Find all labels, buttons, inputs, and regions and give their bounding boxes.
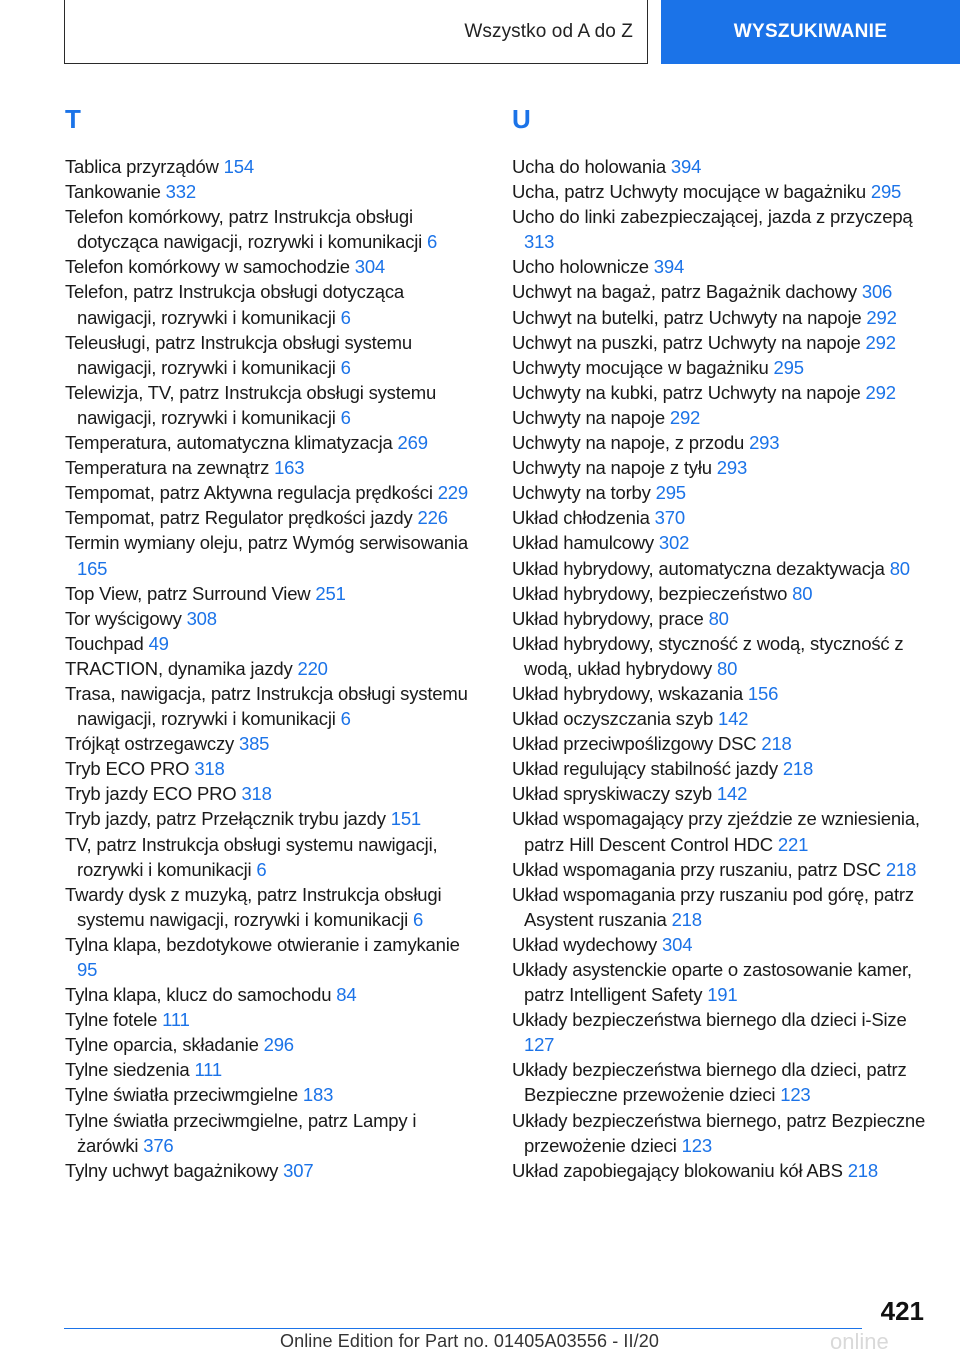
index-entry-term: Uchwyty na torby xyxy=(512,482,656,504)
index-list-t xyxy=(65,154,477,1183)
index-entry-term: Tylne siedzenia xyxy=(65,1059,195,1081)
index-entry-term: Telewizja, TV, patrz Instrukcja obsługi systemu nawigacji, rozrywki i komunikacji xyxy=(65,381,437,428)
index-entry-term: Układ wspomagania przy ruszaniu, patrz DSC xyxy=(512,858,886,880)
page-reference-link[interactable]: 318 xyxy=(194,758,225,780)
index-entry xyxy=(65,430,477,455)
index-entry-term: Uchwyt na butelki, patrz Uchwyty na napoje xyxy=(512,306,867,328)
index-entry xyxy=(512,204,930,254)
page-reference-link[interactable]: 218 xyxy=(782,758,814,780)
index-entry xyxy=(65,530,477,580)
page-reference-link[interactable]: 123 xyxy=(681,1134,712,1156)
index-entry xyxy=(512,1057,930,1107)
index-entry xyxy=(65,631,477,656)
index-entry-term: Układy bezpieczeństwa biernego dla dzieci, patrz Bezpieczne przewożenie dzieci xyxy=(512,1059,907,1106)
index-entry-term: Telefon, patrz Instrukcja obsługi dotycząca nawigacji, rozrywki i komunikacji xyxy=(65,281,404,328)
page-reference-link[interactable]: 307 xyxy=(283,1159,314,1181)
index-entry-term: Układ hybrydowy, bezpieczeństwo xyxy=(512,582,793,604)
page-reference-link[interactable]: 154 xyxy=(223,156,254,177)
page-reference-link[interactable]: 308 xyxy=(186,607,217,629)
index-entry xyxy=(512,430,930,455)
page-reference-link[interactable]: 251 xyxy=(315,582,346,604)
page-reference-link[interactable]: 229 xyxy=(437,482,468,504)
index-entry-term: Telefon komórkowy w samochodzie xyxy=(65,256,355,278)
page-reference-link[interactable]: 80 xyxy=(792,582,813,604)
page-reference-link[interactable]: 191 xyxy=(707,984,738,1006)
index-entry-term: Top View, patrz Surround View xyxy=(65,582,316,604)
index-entry-term: Układ spryskiwaczy szyb xyxy=(512,783,717,805)
index-entry xyxy=(65,832,477,882)
index-entry xyxy=(512,581,930,606)
page-reference-link[interactable]: 332 xyxy=(165,181,196,203)
page-reference-link[interactable]: 295 xyxy=(773,356,804,378)
page-reference-link[interactable]: 394 xyxy=(670,156,702,177)
index-entry-term: Uchwyty na napoje, z przodu xyxy=(512,432,750,454)
index-entry-term: Układ chłodzenia xyxy=(512,507,655,529)
index-entry-term: Ucho do linki zabezpieczającej, jazda z przyczepą xyxy=(512,206,913,228)
index-entry xyxy=(512,1158,930,1183)
index-entry-term: Touchpad xyxy=(65,632,149,654)
index-entry xyxy=(512,556,930,581)
index-entry xyxy=(65,932,477,982)
index-entry xyxy=(512,932,930,957)
index-entry-term: Trasa, nawigacja, patrz Instrukcja obsługi systemu nawigacji, rozrywki i komunikacji xyxy=(65,682,468,730)
index-entry-term: Tryb jazdy ECO PRO xyxy=(65,783,242,805)
index-entry xyxy=(65,380,477,430)
index-column-t xyxy=(65,100,477,1183)
index-entry xyxy=(65,204,477,254)
index-entry-term: Układy bezpieczeństwa biernego dla dzieci i-Size xyxy=(512,1009,907,1031)
page-reference-link[interactable]: 394 xyxy=(653,256,685,278)
section-tab-label: Wszystko od A do Z xyxy=(464,20,633,42)
index-entry-term: Układ hybrydowy, styczność z wodą, styczność z wodą, układ hybrydowy xyxy=(512,632,904,679)
index-entry-term: Telefon komórkowy, patrz Instrukcja obsługi dotycząca nawigacji, rozrywki i komunikacji xyxy=(65,206,428,253)
index-entry xyxy=(65,581,477,606)
index-entry-term: Tylne fotele xyxy=(65,1009,163,1031)
page-reference-link[interactable]: 111 xyxy=(194,1059,222,1081)
index-entry-term: Układy bezpieczeństwa biernego, patrz Bezpieczne przewożenie dzieci xyxy=(512,1109,926,1156)
section-letter-t: T xyxy=(65,104,81,134)
page-reference-link[interactable]: 376 xyxy=(143,1134,174,1156)
index-entry xyxy=(65,1108,477,1158)
page-reference-link[interactable]: 313 xyxy=(524,231,555,253)
index-entry-term: Trójkąt ostrzegawczy xyxy=(65,733,239,755)
index-entry-term: Układ przeciwpoślizgowy DSC xyxy=(512,733,762,755)
index-entry xyxy=(512,882,930,932)
index-entry-term: TRACTION, dynamika jazdy xyxy=(65,657,298,679)
index-entry-term: Tylna klapa, bezdotykowe otwieranie i zamykanie xyxy=(65,933,460,955)
index-entry xyxy=(512,530,930,555)
index-entry-term: Układ wspomagania przy ruszaniu pod górę, patrz Asystent ruszania xyxy=(512,883,914,930)
page-reference-link[interactable]: 292 xyxy=(865,331,896,353)
index-entry-term: Tylna klapa, klucz do samochodu xyxy=(65,984,337,1006)
section-letter-u: U xyxy=(512,104,531,134)
page-reference-link[interactable]: 304 xyxy=(354,256,386,278)
index-entry xyxy=(512,756,930,781)
index-entry xyxy=(512,254,930,279)
page-reference-link[interactable]: 6 xyxy=(340,356,351,378)
page-reference-link[interactable]: 165 xyxy=(77,557,108,579)
page-reference-link[interactable]: 292 xyxy=(865,381,896,403)
index-entry xyxy=(65,330,477,380)
index-entry xyxy=(512,731,930,756)
search-tab-label: WYSZUKIWANIE xyxy=(733,21,888,42)
page-reference-link[interactable]: 218 xyxy=(847,1159,878,1181)
index-entry xyxy=(65,154,477,179)
index-entry xyxy=(65,1007,477,1032)
page-reference-link[interactable]: 218 xyxy=(761,733,792,755)
page-reference-link[interactable]: 6 xyxy=(427,231,438,253)
index-entry xyxy=(512,330,930,355)
page-reference-link[interactable]: 6 xyxy=(340,306,351,328)
index-entry-term: Układ hybrydowy, wskazania xyxy=(512,682,748,704)
index-entry xyxy=(512,957,930,1007)
page-reference-link[interactable]: 292 xyxy=(866,306,897,328)
index-entry xyxy=(65,1057,477,1082)
index-entry-term: Układ hybrydowy, prace xyxy=(512,607,709,629)
page-reference-link[interactable]: 304 xyxy=(662,933,693,955)
page-reference-link[interactable]: 370 xyxy=(654,507,685,529)
index-entry xyxy=(512,505,930,530)
page-reference-link[interactable]: 183 xyxy=(302,1084,334,1106)
index-entry xyxy=(512,305,930,330)
index-entry-term: Ucho holownicze xyxy=(512,256,654,278)
index-entry-term: Tryb ECO PRO xyxy=(65,758,195,780)
index-entry xyxy=(65,656,477,681)
watermark-logo: online xyxy=(830,1329,889,1354)
index-entry-term: Ucha do holowania xyxy=(512,156,671,177)
index-entry xyxy=(65,455,477,480)
index-entry-term: Tylne światła przeciwmgielne xyxy=(65,1084,303,1106)
index-entry xyxy=(512,857,930,882)
index-entry xyxy=(512,1007,930,1057)
page-reference-link[interactable]: 95 xyxy=(77,959,98,980)
index-entry xyxy=(512,405,930,430)
index-entry-term: Uchwyt na puszki, patrz Uchwyty na napoje xyxy=(512,331,866,353)
footer-divider xyxy=(64,1328,862,1329)
page-reference-link[interactable]: 6 xyxy=(340,708,351,730)
index-entry xyxy=(512,380,930,405)
page-reference-link[interactable]: 111 xyxy=(162,1009,190,1031)
index-entry xyxy=(65,505,477,530)
page-reference-link[interactable]: 123 xyxy=(780,1084,811,1106)
index-entry xyxy=(512,480,930,505)
index-entry xyxy=(512,355,930,380)
page-reference-link[interactable]: 293 xyxy=(749,432,780,454)
index-entry-term: Tempomat, patrz Regulator prędkości jazdy xyxy=(65,507,418,529)
page-reference-link[interactable]: 80 xyxy=(708,607,729,629)
search-tab[interactable] xyxy=(661,0,960,64)
page-reference-link[interactable]: 295 xyxy=(655,482,686,504)
index-entry xyxy=(65,806,477,831)
index-entry-term: Tor wyścigowy xyxy=(65,607,187,629)
index-entry-term: Tylne oparcia, składanie xyxy=(65,1034,264,1056)
index-entry xyxy=(65,882,477,932)
index-entry-term: Tablica przyrządów xyxy=(65,156,224,177)
index-entry xyxy=(65,279,477,329)
index-entry-term: Układ wspomagający przy zjeździe ze wzniesienia, patrz Hill Descent Control HDC xyxy=(512,808,920,855)
page-reference-link[interactable]: 318 xyxy=(241,783,272,805)
page-reference-link[interactable]: 302 xyxy=(658,532,690,554)
index-entry-term: Układ regulujący stabilność jazdy xyxy=(512,758,783,780)
index-entry-term: Układ hybrydowy, automatyczna dezaktywacja xyxy=(512,557,890,579)
page-reference-link[interactable]: 156 xyxy=(747,682,779,704)
index-entry xyxy=(65,1032,477,1057)
index-entry-term: Układ wydechowy xyxy=(512,933,663,955)
index-entry-term: Uchwyt na bagaż, patrz Bagażnik dachowy xyxy=(512,281,862,303)
page-reference-link[interactable]: 80 xyxy=(717,657,738,679)
page-reference-link[interactable]: 385 xyxy=(239,733,270,755)
index-entry-term: Układy asystenckie oparte o zastosowanie kamer, patrz Intelligent Safety xyxy=(512,959,912,1006)
page-reference-link[interactable]: 6 xyxy=(340,406,351,428)
page-reference-link[interactable]: 221 xyxy=(777,833,809,855)
index-entry xyxy=(65,1158,477,1183)
index-column-u xyxy=(512,100,930,1183)
page-reference-link[interactable]: 84 xyxy=(336,984,357,1006)
index-entry-term: Układ oczyszczania szyb xyxy=(512,708,718,730)
index-entry-term: Twardy dysk z muzyką, patrz Instrukcja obsługi systemu nawigacji, rozrywki i komunikacji xyxy=(65,883,442,930)
index-entry xyxy=(512,455,930,480)
index-entry-term: Termin wymiany oleju, patrz Wymóg serwisowania xyxy=(65,532,468,554)
page-reference-link[interactable]: 163 xyxy=(274,457,305,479)
page-reference-link[interactable]: 80 xyxy=(889,557,910,579)
index-entry-term: Tylne światła przeciwmgielne, patrz Lampy i żarówki xyxy=(65,1109,417,1156)
page-reference-link[interactable]: 296 xyxy=(263,1034,294,1056)
page-reference-link[interactable]: 142 xyxy=(717,708,749,730)
index-entry xyxy=(512,279,930,304)
index-entry-term: Układ hamulcowy xyxy=(512,532,659,554)
index-entry xyxy=(65,731,477,756)
index-entry-term: Układ zapobiegający blokowaniu kół ABS xyxy=(512,1159,848,1181)
index-entry-term: Uchwyty na napoje z tyłu xyxy=(512,457,717,479)
index-entry xyxy=(65,480,477,505)
page-reference-link[interactable]: 151 xyxy=(390,808,422,830)
index-entry xyxy=(65,606,477,631)
index-entry-term: Uchwyty na kubki, patrz Uchwyty na napoje xyxy=(512,381,866,403)
page-reference-link[interactable]: 293 xyxy=(716,457,748,479)
index-entry-term: Teleusługi, patrz Instrukcja obsługi systemu nawigacji, rozrywki i komunikacji xyxy=(65,331,412,378)
index-entry-term: Uchwyty mocujące w bagażniku xyxy=(512,356,774,378)
page-reference-link[interactable]: 220 xyxy=(297,657,328,679)
page-reference-link[interactable]: 226 xyxy=(417,507,448,529)
index-entry-term: TV, patrz Instrukcja obsługi systemu nawigacji, rozrywki i komunikacji xyxy=(65,833,438,880)
index-entry xyxy=(65,179,477,204)
index-list-u xyxy=(512,154,930,1183)
index-entry xyxy=(65,254,477,279)
index-entry xyxy=(65,781,477,806)
page-reference-link[interactable]: 127 xyxy=(524,1034,555,1056)
index-entry-term: Uchwyty na napoje xyxy=(512,406,670,428)
page-number: 421 xyxy=(880,1296,924,1326)
page-reference-link[interactable]: 6 xyxy=(413,908,424,930)
edition-text: Online Edition for Part no. 01405A03556 - II/20 xyxy=(280,1331,659,1351)
index-entry-term: Ucha, patrz Uchwyty mocujące w bagażniku xyxy=(512,181,871,203)
index-entry-term: Tylny uchwyt bagażnikowy xyxy=(65,1159,284,1181)
index-entry-term: Tryb jazdy, patrz Przełącznik trybu jazdy xyxy=(65,808,391,830)
index-entry xyxy=(65,681,477,731)
page-reference-link[interactable]: 142 xyxy=(716,783,748,805)
index-entry xyxy=(512,606,930,631)
index-entry xyxy=(65,756,477,781)
page-reference-link[interactable]: 269 xyxy=(397,432,428,454)
index-entry xyxy=(512,806,930,856)
index-entry xyxy=(512,631,930,681)
index-entry-term: Tankowanie xyxy=(65,181,166,203)
index-entry xyxy=(512,179,930,204)
index-entry xyxy=(512,781,930,806)
page-reference-link[interactable]: 49 xyxy=(148,632,169,654)
page-reference-link[interactable]: 218 xyxy=(671,908,702,930)
page-reference-link[interactable]: 6 xyxy=(256,858,267,880)
index-entry-term: Temperatura, automatyczna klimatyzacja xyxy=(65,432,398,454)
section-tab[interactable] xyxy=(64,0,648,64)
page-reference-link[interactable]: 218 xyxy=(885,858,917,880)
index-entry-term: Tempomat, patrz Aktywna regulacja prędkości xyxy=(65,482,438,504)
page-reference-link[interactable]: 306 xyxy=(861,281,893,303)
index-entry xyxy=(65,1082,477,1107)
index-entry xyxy=(512,706,930,731)
page-reference-link[interactable]: 295 xyxy=(870,181,902,203)
index-entry xyxy=(512,681,930,706)
index-entry-term: Temperatura na zewnątrz xyxy=(65,457,275,479)
page-reference-link[interactable]: 292 xyxy=(669,406,701,428)
index-entry xyxy=(512,1108,930,1158)
index-entry xyxy=(65,982,477,1007)
index-entry xyxy=(512,154,930,179)
